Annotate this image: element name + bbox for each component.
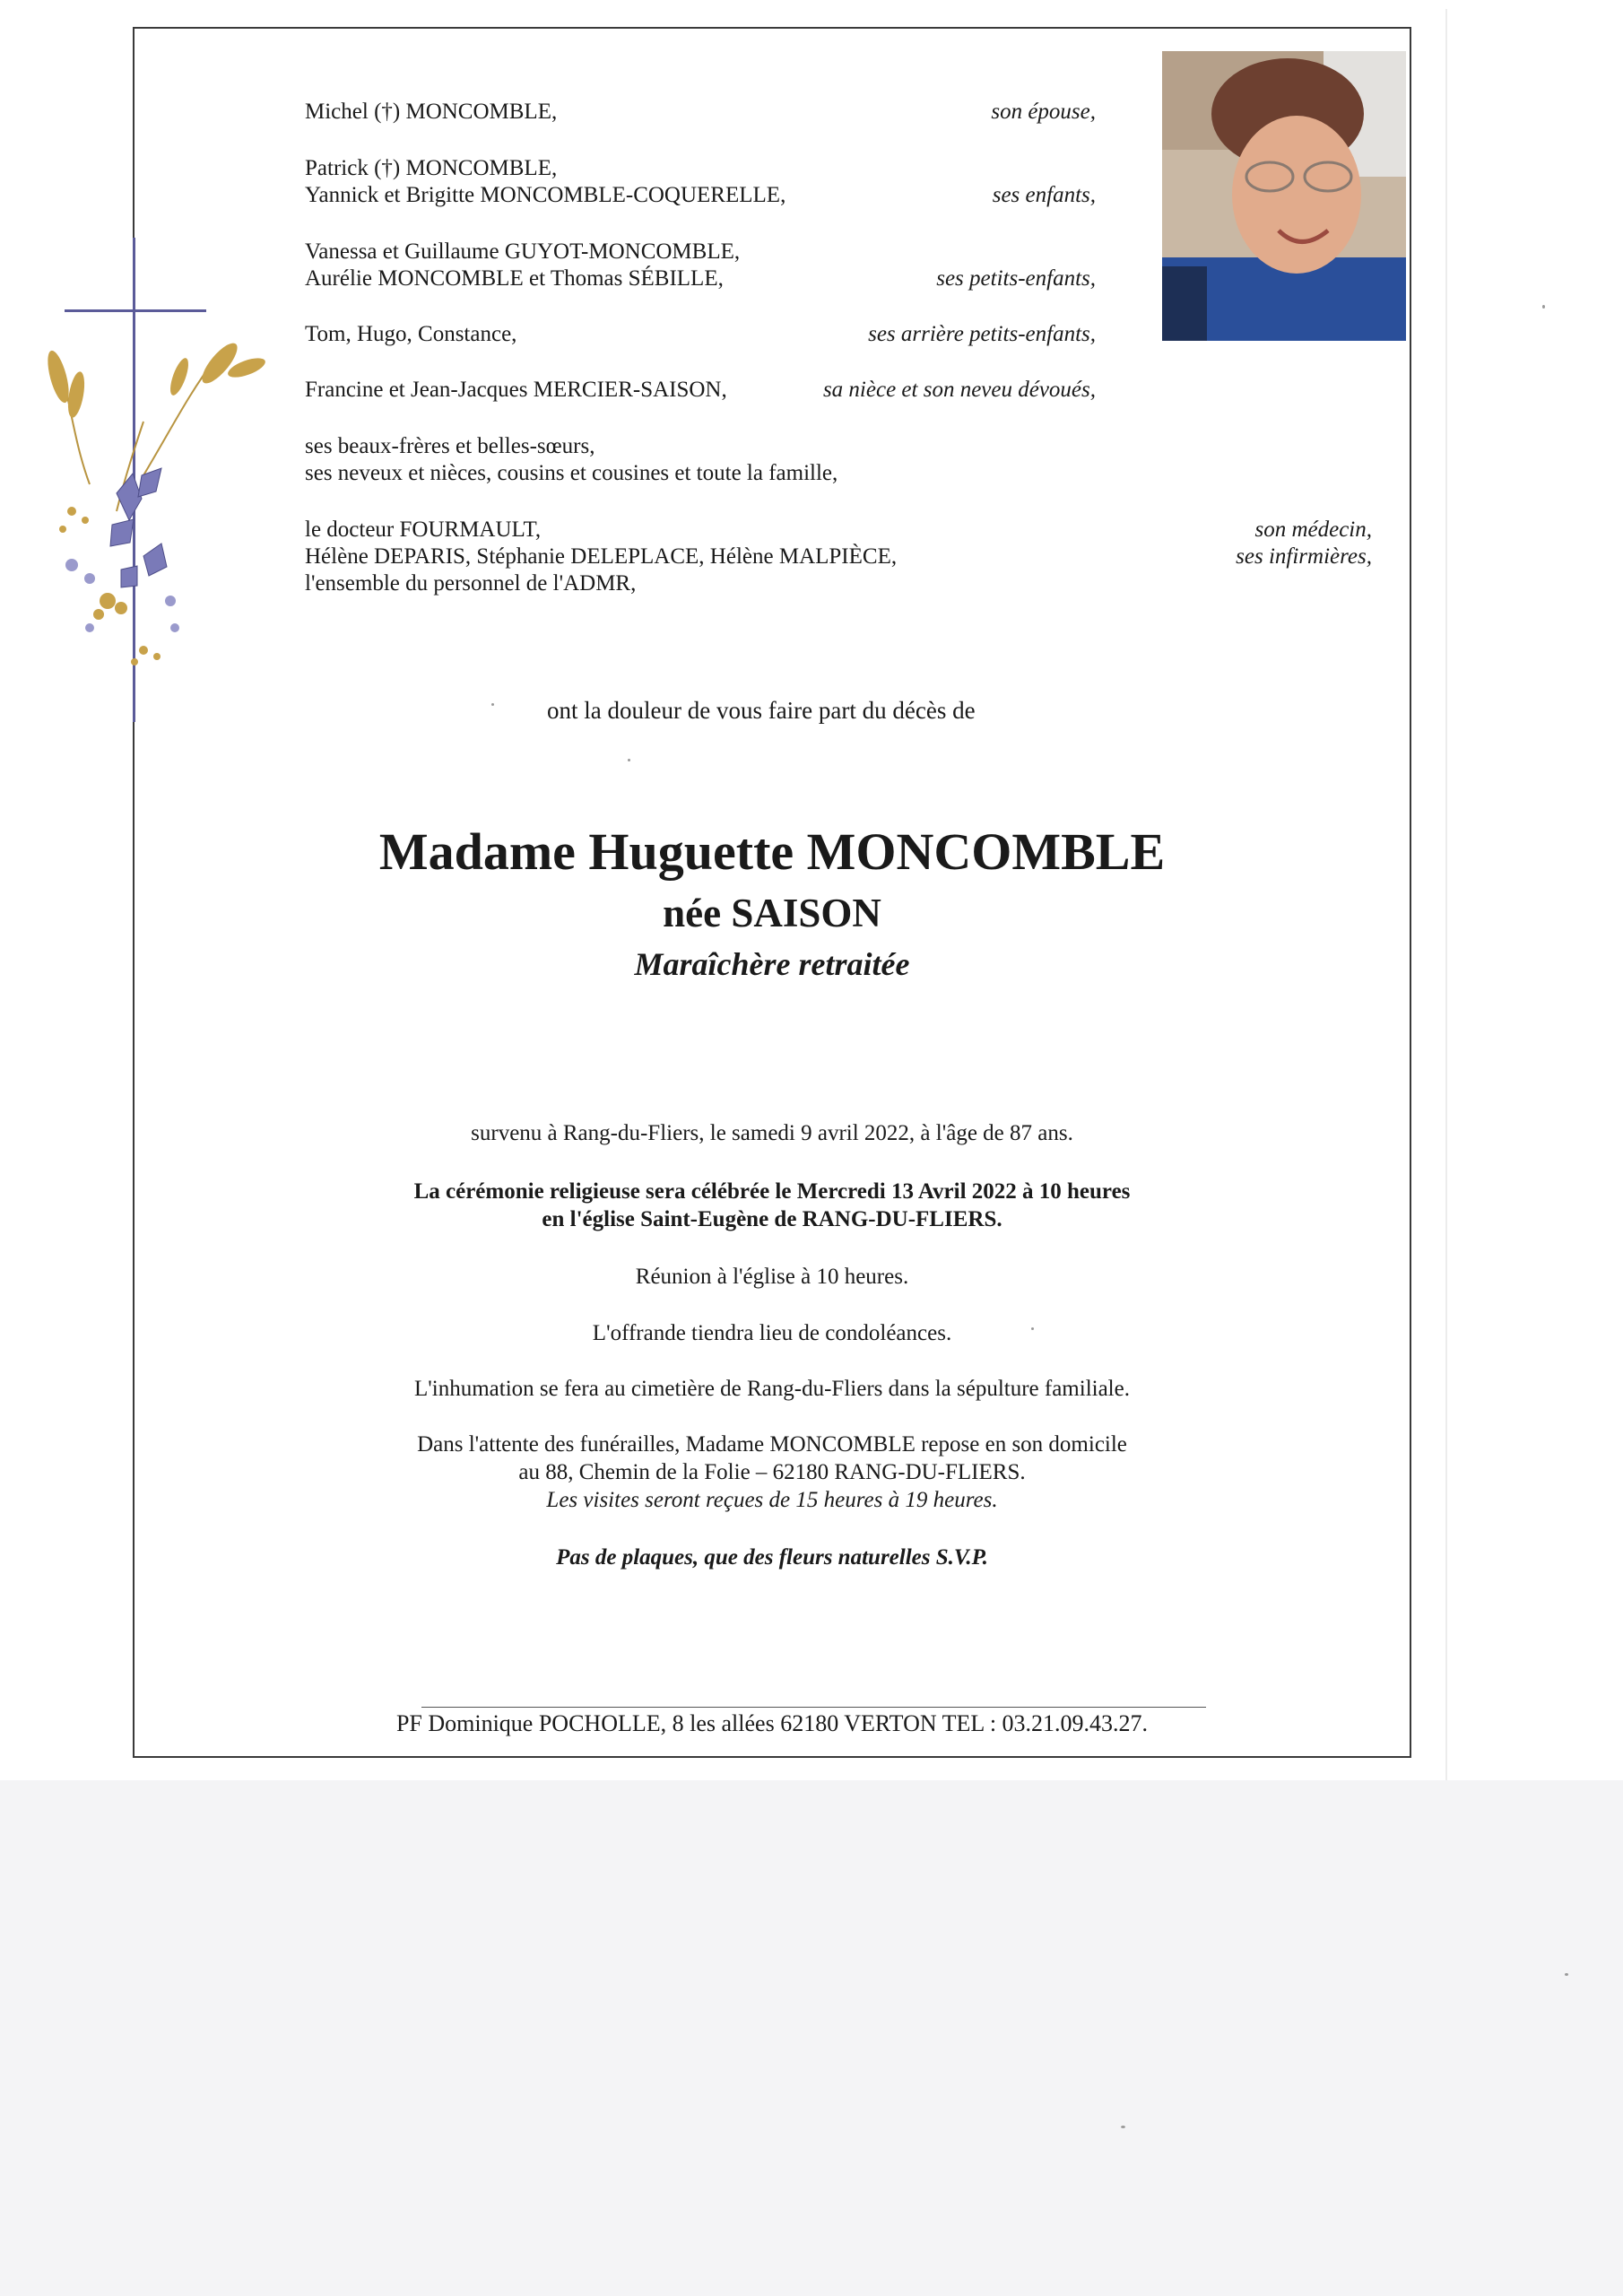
- deceased-name: Madame Huguette MONCOMBLE: [378, 822, 1166, 881]
- floral-wheat-ornament: [36, 341, 296, 682]
- offering-line: L'offrande tiendra lieu de condoléances.: [592, 1321, 952, 1345]
- footer-rule: [421, 1707, 1206, 1708]
- vigil-line: au 88, Chemin de la Folie – 62180 RANG-DU-FLIERS.: [518, 1460, 1026, 1484]
- scan-speck: [1031, 1327, 1034, 1330]
- scan-background: [0, 1780, 1623, 2296]
- child-name: Yannick et Brigitte MONCOMBLE-COQUERELLE,: [305, 183, 786, 207]
- grandchild-name: Aurélie MONCOMBLE et Thomas SÉBILLE,: [305, 266, 724, 291]
- cross-horizontal: [65, 309, 206, 312]
- great-grandchildren-role: ses arrière petits-enfants,: [868, 322, 1096, 346]
- spouse-name: Michel (†) MONCOMBLE,: [305, 100, 558, 124]
- nurses-role: ses infirmières,: [1236, 544, 1372, 569]
- occupation: Maraîchère retraitée: [634, 946, 910, 982]
- ceremony-line: La cérémonie religieuse sera célébrée le Mercredi 13 Avril 2022 à 10 heures: [413, 1179, 1131, 1204]
- reunion-line: Réunion à l'église à 10 heures.: [635, 1265, 909, 1289]
- death-line: survenu à Rang-du-Fliers, le samedi 9 avril 2022, à l'âge de 87 ans.: [471, 1121, 1073, 1145]
- scan-edge: [1445, 9, 1447, 1780]
- caregiver-name: Hélène DEPARIS, Stéphanie DELEPLACE, Hélène MALPIÈCE,: [305, 544, 898, 569]
- extended-family-line: ses neveux et nièces, cousins et cousines et toute la famille,: [305, 461, 838, 485]
- scan-speck: [491, 703, 494, 706]
- child-name: Patrick (†) MONCOMBLE,: [305, 156, 558, 180]
- niece-nephew-role: sa nièce et son neveu dévoués,: [822, 378, 1096, 402]
- scan-speck: [1542, 305, 1545, 309]
- visits-line: Les visites seront reçues de 15 heures à 19 heures.: [546, 1488, 998, 1512]
- vigil-line: Dans l'attente des funérailles, Madame MONCOMBLE repose en son domicile: [417, 1432, 1127, 1457]
- funeral-home-footer: PF Dominique POCHOLLE, 8 les allées 62180 VERTON TEL : 03.21.09.43.27.: [395, 1710, 1149, 1736]
- ceremony-line: en l'église Saint-Eugène de RANG-DU-FLIERS.: [542, 1207, 1002, 1231]
- doctor-role: son médecin,: [1254, 517, 1372, 542]
- maiden-name: née SAISON: [663, 891, 881, 935]
- caregiver-name: le docteur FOURMAULT,: [305, 517, 542, 542]
- grandchildren-role: ses petits-enfants,: [936, 266, 1096, 291]
- caregiver-name: l'ensemble du personnel de l'ADMR,: [305, 571, 637, 596]
- grandchild-name: Vanessa et Guillaume GUYOT-MONCOMBLE,: [305, 239, 741, 264]
- great-grandchildren-names: Tom, Hugo, Constance,: [305, 322, 517, 346]
- children-role: ses enfants,: [992, 183, 1096, 207]
- scan-speck: [1565, 1973, 1568, 1976]
- scan-speck: [628, 759, 630, 761]
- extended-family-line: ses beaux-frères et belles-sœurs,: [305, 434, 595, 458]
- burial-line: L'inhumation se fera au cimetière de Rang-du-Fliers dans la sépulture familiale.: [414, 1377, 1130, 1401]
- announcement-line: ont la douleur de vous faire part du décès de: [547, 697, 976, 724]
- flowers-line: Pas de plaques, que des fleurs naturelles S.V.P.: [556, 1545, 988, 1570]
- scan-speck: [1121, 2126, 1125, 2128]
- spouse-role: son épouse,: [991, 100, 1096, 124]
- niece-nephew-names: Francine et Jean-Jacques MERCIER-SAISON,: [305, 378, 727, 402]
- portrait-photo: [1162, 51, 1406, 341]
